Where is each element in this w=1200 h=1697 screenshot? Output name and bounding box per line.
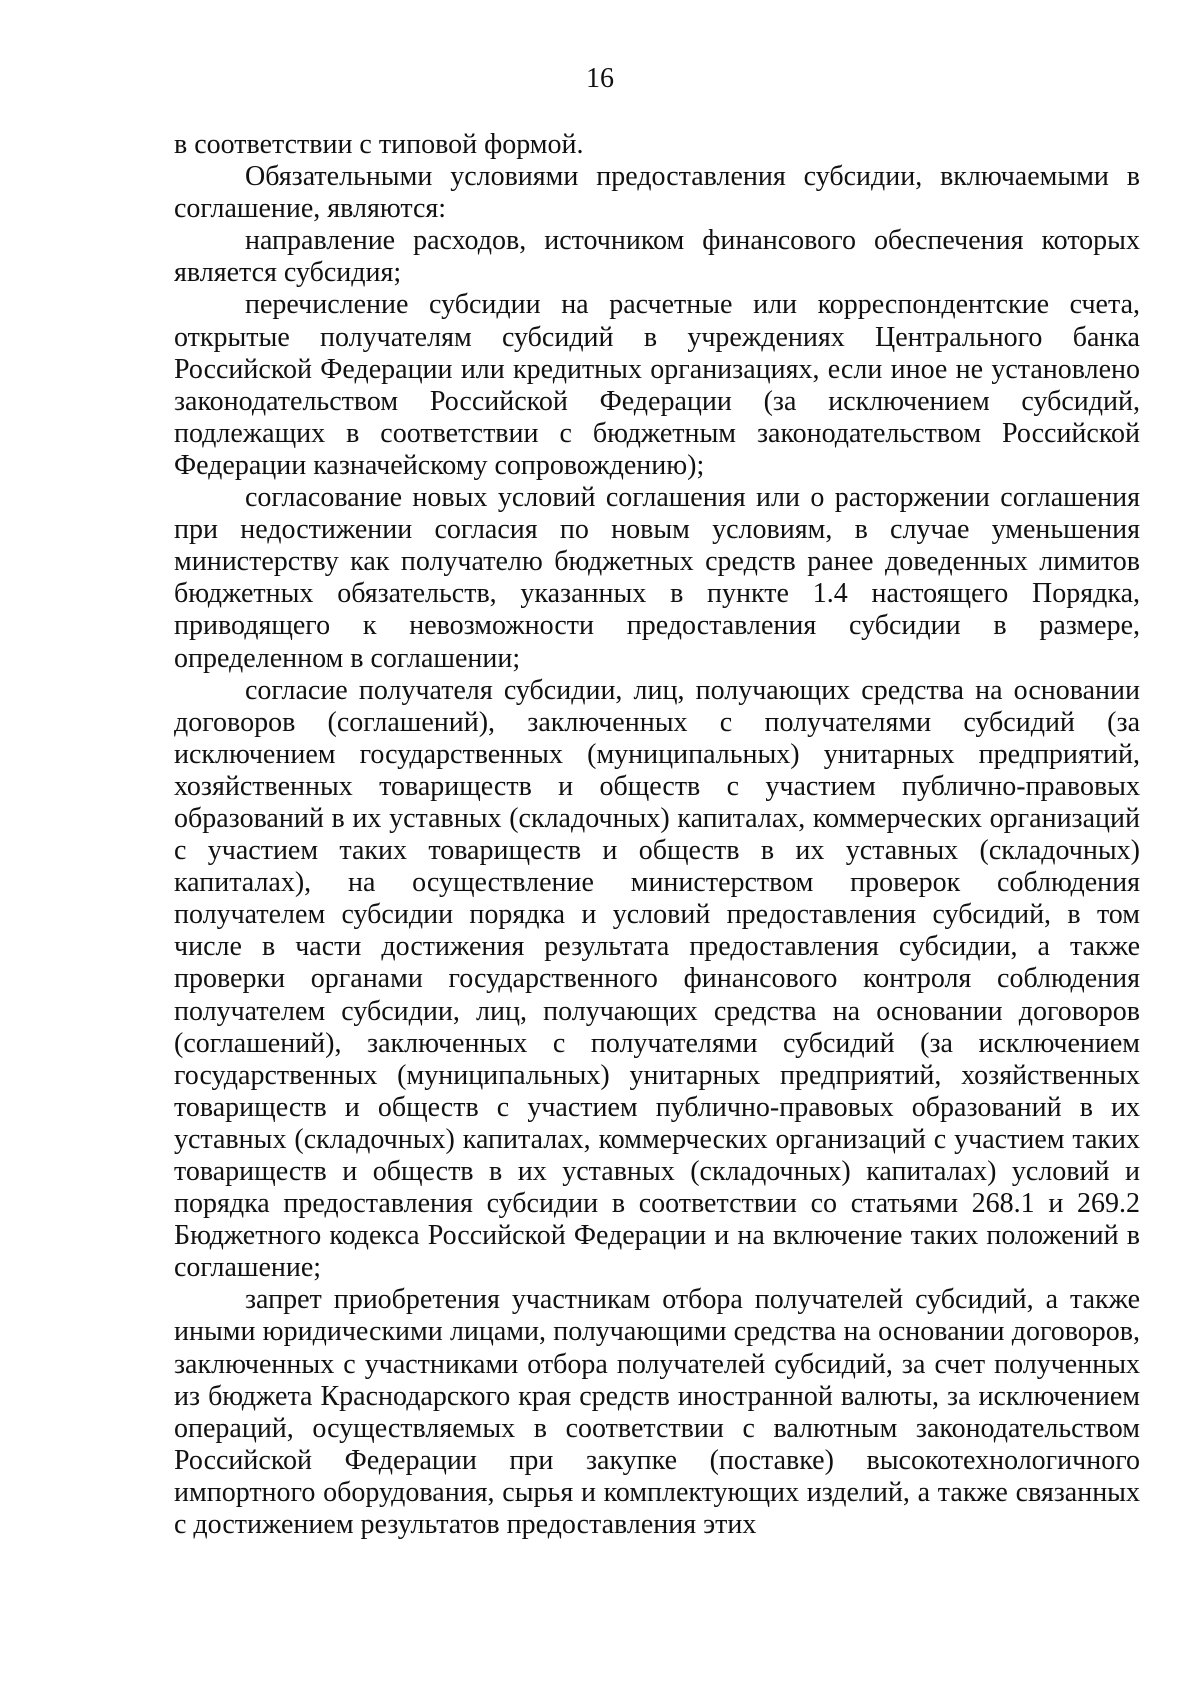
paragraph-currency-prohibition: запрет приобретения участникам отбора получателей субсидий, а также иными юридическими лицами, получающими средства на основании договоров, заключенных с участниками отбора получателей субсидий, за счет полученных из бюджета Краснодарского края средств иностранной валюты, за исключением операций, осуществляемых в соответствии с валютным законодательством Российской Федерации при закупке (поставке) высокотехнологичного импортного оборудования, сырья и комплектующих изделий, а также связанных с достижением результатов предоставления этих <box>174 1284 1140 1541</box>
paragraph-recipient-consent: согласие получателя субсидии, лиц, получающих средства на основании договоров (соглашений), заключенных с получателями субсидий (за исключением государственных (муниципальных) унитарных предприятий, хозяйственных товариществ и обществ с участием публично-правовых образований в их уставных (складочных) капиталах, коммерческих организаций с участием таких товариществ и обществ в их уставных (складочных) капиталах), на осуществление министерством проверок соблюдения получателем субсидии порядка и условий предоставления субсидий, в том числе в части достижения результата предоставления субсидии, а также проверки органами государственного финансового контроля соблюдения получателем субсидии, лиц, получающих средства на основании договоров (соглашений), заключенных с получателями субсидий (за исключением государственных (муниципальных) унитарных предприятий, хозяйственных товариществ и обществ с участием публично-правовых образований в их уставных (складочных) капиталах, коммерческих организаций с участием таких товариществ и обществ в их уставных (складочных) капиталах) условий и порядка предоставления субсидии в соответствии со статьями 268.1 и 269.2 Бюджетного кодекса Российской Федерации и на включение таких положений в соглашение; <box>174 674 1140 1284</box>
page-number: 16 <box>586 63 614 94</box>
paragraph-new-conditions: согласование новых условий соглашения или о расторжении соглашения при недостижении согласия по новым условиям, в случае уменьшения министерству как получателю бюджетных средств ранее доведенных лимитов бюджетных обязательств, указанных в пункте 1.4 настоящего Порядка, приводящего к невозможности предоставления субсидии в размере, определенном в соглашении; <box>174 482 1140 674</box>
document-body <box>174 129 1140 1541</box>
paragraph-mandatory-conditions: Обязательными условиями предоставления субсидии, включаемыми в соглашение, являются: <box>174 161 1140 225</box>
paragraph-subsidy-transfer: перечисление субсидии на расчетные или корреспондентские счета, открытые получателям субсидий в учреждениях Центрального банка Российской Федерации или кредитных организациях, если иное не установлено законодательством Российской Федерации (за исключением субсидий, подлежащих в соответствии с бюджетным законодательством Российской Федерации казначейскому сопровождению); <box>174 289 1140 481</box>
paragraph-continuation: в соответствии с типовой формой. <box>174 129 584 160</box>
paragraph-expense-direction: направление расходов, источником финансового обеспечения которых является субсидия; <box>174 225 1140 289</box>
